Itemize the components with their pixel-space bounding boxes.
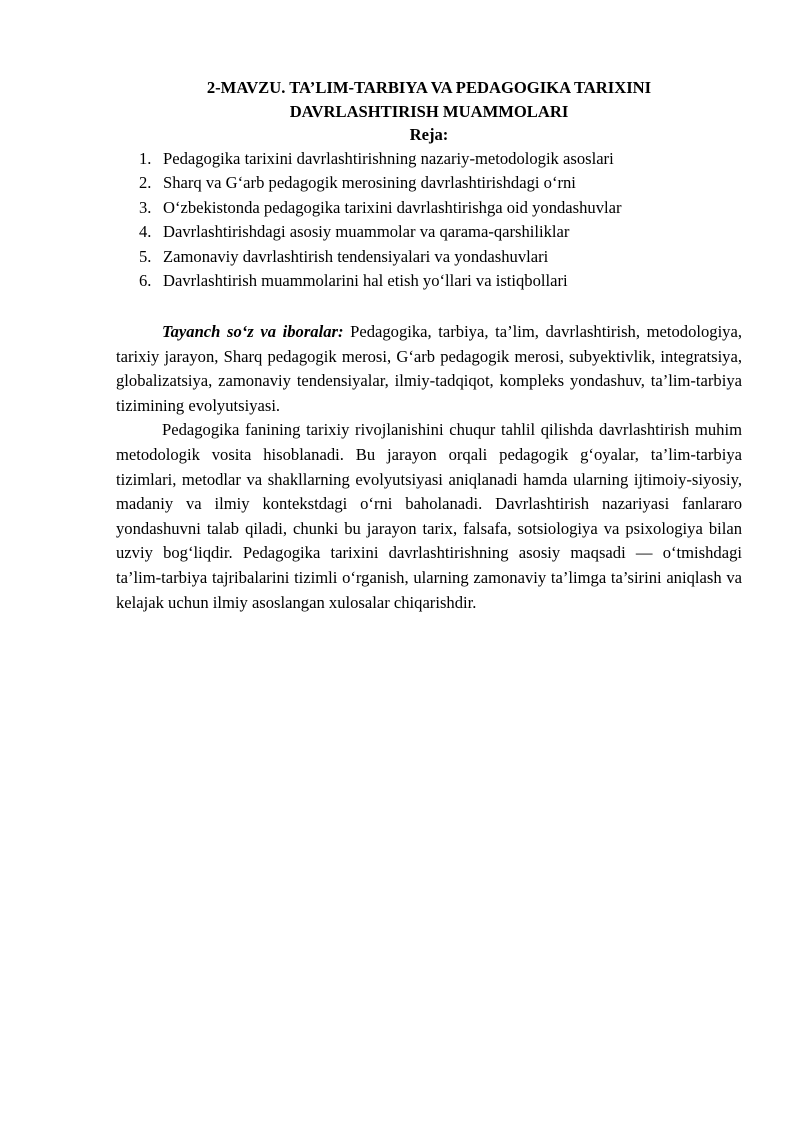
plan-item-number: 4. [139, 222, 152, 242]
plan-item-text: Davrlashtirish muammolarini hal etish yo‘llari va istiqbollari [163, 271, 568, 291]
plan-item [116, 269, 742, 294]
plan-heading: Reja: [409, 125, 449, 144]
plan-item-number: 6. [139, 271, 152, 291]
keywords-paragraph [116, 320, 742, 418]
plan-item-number: 1. [139, 148, 152, 168]
plan-item-text: Sharq va G‘arb pedagogik merosining davrlashtirishdagi o‘rni [163, 173, 576, 193]
document-content [116, 76, 742, 615]
plan-item-text: Davrlashtirishdagi asosiy muammolar va qarama-qarshiliklar [163, 222, 570, 242]
plan-item-number: 5. [139, 246, 152, 266]
plan-item [116, 171, 742, 196]
document-title [116, 76, 742, 123]
plan-item [116, 245, 742, 270]
title-line-1: 2-MAVZU. TA’LIM-TARBIYA VA PEDAGOGIKA TARIXINI [206, 78, 652, 97]
plan-item-text: Pedagogika tarixini davrlashtirishning nazariy-metodologik asoslari [163, 148, 614, 168]
plan-item [116, 220, 742, 245]
keywords-text: Pedagogika, tarbiya, ta’lim, davrlashtirish, metodologiya, tarixiy jarayon, Sharq pedagogik merosi, G‘arb pedagogik merosi, subyektivlik, integratsiya, globalizatsiya, zamonaviy tendensiyalar, ilmiy-tadqiqot, kompleks yondashuv, ta’lim-tarbiya tizimining evolyutsiyasi. [116, 322, 742, 415]
plan-item [116, 196, 742, 221]
plan-list [116, 147, 742, 295]
plan-item-text: O‘zbekistonda pedagogika tarixini davrlashtirishga oid yondashuvlar [163, 197, 622, 217]
plan-item-number: 2. [139, 173, 152, 193]
keywords-label: Tayanch so‘z va iboralar: [162, 322, 344, 342]
title-line-2: DAVRLASHTIRISH MUAMMOLARI [289, 101, 569, 121]
body-paragraph: Pedagogika fanining tarixiy rivojlanishini chuqur tahlil qilishda davrlashtirish muhim metodologik vosita hisoblanadi. Bu jarayon orqali pedagogik g‘oyalar, ta’lim-tarbiya tizimlari, metodlar va shakllarning evolyutsiyasi aniqlanadi hamda ularning ijtimoiy-siyosiy, madaniy va ilmiy kontekstdagi o‘rni baholanadi. Davrlashtirish nazariyasi fanlararo yondashuvni talab qiladi, chunki bu jarayon tarix, falsafa, sotsiologiya va psixologiya bilan uzviy bog‘liqdir. Pedagogika tarixini davrlashtirishning asosiy maqsadi — o‘tmishdagi ta’lim-tarbiya tajribalarini tizimli o‘rganish, ularning zamonaviy ta’limga ta’sirini aniqlash va kelajak uchun ilmiy asoslangan xulosalar chiqarishdir. [116, 420, 742, 612]
plan-item-number: 3. [139, 197, 152, 217]
plan-item-text: Zamonaviy davrlashtirish tendensiyalari va yondashuvlari [163, 246, 549, 266]
plan-item [116, 147, 742, 172]
